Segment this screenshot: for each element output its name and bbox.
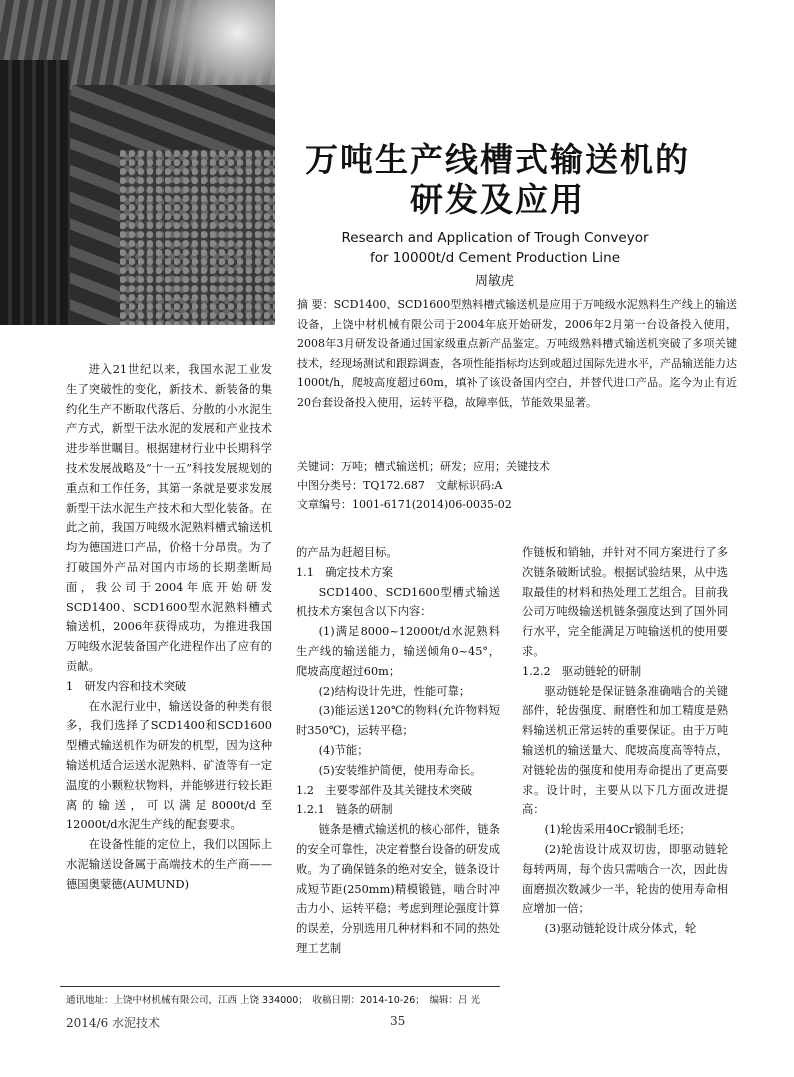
paragraph: (5)安装维护简便，使用寿命长。: [318, 763, 482, 777]
title-line-2: 研发及应用: [410, 180, 585, 219]
section-heading: 1 研发内容和技术突破: [66, 679, 187, 693]
footnote: 通讯地址：上饶中材机械有限公司，江西 上饶 334000； 收稿日期：2014-10-26； 编辑：吕 光: [66, 995, 481, 1006]
article-number: 文章编号：1001-6171(2014)06-0035-02: [297, 498, 512, 511]
body-column-2: [296, 543, 500, 959]
paragraph: (3)驱动链轮设计成分体式，轮: [544, 922, 697, 936]
paragraph-continuation: 作链板和销轴，并针对不同方案进行了多次链条破断试验。根据试验结果，从中选取最佳的材料和热处理工艺组合。目前我公司万吨级输送机链条强度达到了国外同行水平，完全能满足万吨输送机的使用要求。: [522, 546, 728, 658]
classification-number: 中图分类号：TQ172.687 文献标识码:A: [297, 479, 503, 492]
paragraph: (3)能运送120℃的物料(允许物料短时350℃)，运转平稳；: [296, 704, 500, 738]
author: 周敏虎: [475, 274, 515, 289]
english-title: [330, 228, 660, 268]
paragraph: 在设备性能的定位上，我们以国际上水泥输送设备属于高端技术的生产商——德国奥蒙德(AUMUND): [66, 838, 272, 891]
paragraph: (2)结构设计先进，性能可靠；: [318, 684, 471, 698]
section-heading: 1.2.1 链条的研制: [296, 803, 393, 817]
paragraph: SCD1400、SCD1600型槽式输送机技术方案包含以下内容：: [296, 585, 500, 619]
abstract-text: SCD1400、SCD1600型熟料槽式输送机是应用于万吨级水泥熟料生产线上的输送设备，上饶中材机械有限公司于2004年底开始研发，2006年2月第一台设备投入使用，2008年3月研发设备通过国家级重点新产品鉴定。万吨级熟料槽式输送机突破了多项关键技术，经现场测试和跟踪调查，各项性能指标均达到或超过国际先进水平，产品输送能力达1000t/h，爬坡高度超过60m，填补了该设备国内空白，并替代进口产品。迄今为止有近20台套设备投入使用，运转平稳，故障率低，节能效果显著。: [297, 298, 738, 409]
section-heading: 1.2.2 驱动链轮的研制: [522, 664, 642, 678]
section-heading: 1.1 确定技术方案: [296, 565, 394, 579]
title-line-1: 万吨生产线槽式输送机的: [305, 140, 690, 179]
paragraph: 链条是槽式输送机的核心部件，链条的安全可靠性，决定着整台设备的研发成败。为了确保链条的绝对安全，链条设计成短节距(250mm)精模锻链，啮合时冲击力小、运转平稳；考虑到理论强度计算的误差，分别选用几种材料和不同的热处理工艺制: [296, 823, 500, 955]
english-title-line-2: for 10000t/d Cement Production Line: [369, 250, 621, 266]
english-title-line-1: Research and Application of Trough Conveyor: [341, 230, 649, 246]
journal-name: 2014/6 水泥技术: [66, 1016, 161, 1030]
article-title: [270, 140, 725, 220]
keywords: 关键词：万吨；槽式输送机；研发；应用；关键技术: [297, 460, 550, 473]
paragraph: (1)轮齿采用40Cr锻制毛坯；: [544, 823, 691, 837]
footnote-rule: [60, 986, 500, 987]
body-column-1: [66, 360, 272, 895]
paragraph: (1)满足8000~12000t/d水泥熟料生产线的输送能力，输送倾角0~45°，爬坡高度超过60m；: [296, 625, 500, 678]
abstract: [297, 295, 737, 413]
conveyor-photo: [0, 0, 275, 325]
body-column-3: [522, 543, 728, 939]
paragraph: (2)轮齿设计成双切齿，即驱动链轮每转两周，每个齿只需啮合一次，因此齿面磨损次数减少一半，轮齿的使用寿命相应增加一倍；: [522, 842, 728, 916]
paragraph: (4)节能；: [318, 743, 369, 757]
page-number: 35: [390, 1014, 406, 1028]
paragraph: 驱动链轮是保证链条准确啮合的关键部件，轮齿强度、耐磨性和加工精度是熟料输送机正常运转的重要保证。由于万吨输送机的输送量大、爬坡高度高等特点，对链轮齿的强度和使用寿命提出了更高要求。设计时，主要从以下几方面改进提高：: [522, 684, 728, 817]
paragraph-continuation: 的产品为赶超目标。: [296, 546, 398, 559]
paragraph: 在水泥行业中，输送设备的种类有很多，我们选择了SCD1400和SCD1600型槽式输送机作为研发的机型，因为这种输送机适合运送水泥熟料、矿渣等有一定温度的小颗粒状物料，并能够进行较长距离的输送，可以满足8000t/d至12000t/d水泥生产线的配套要求。: [66, 699, 272, 832]
paragraph: 进入21世纪以来，我国水泥工业发生了突破性的变化，新技术、新装备的集约化生产不断取代落后、分散的小水泥生产方式，新型干法水泥的发展和产业技术进步举世瞩目。根据建材行业中长期科学技术发展战略及“十一五”科技发展规划的重点和工作任务，其第一条就是要求发展新型干法水泥生产技术和大型化装备。在此之前，我国万吨级水泥熟料槽式输送机均为德国进口产品，价格十分昂贵。为了打破国外产品对国内市场的长期垄断局面，我公司于2004年底开始研发SCD1400、SCD1600型水泥熟料槽式输送机，2006年获得成功，为推进我国万吨级水泥装备国产化进程作出了应有的贡献。: [66, 363, 272, 673]
section-heading: 1.2 主要零部件及其关键技术突破: [296, 783, 473, 797]
abstract-label: 摘 要：: [297, 298, 334, 311]
